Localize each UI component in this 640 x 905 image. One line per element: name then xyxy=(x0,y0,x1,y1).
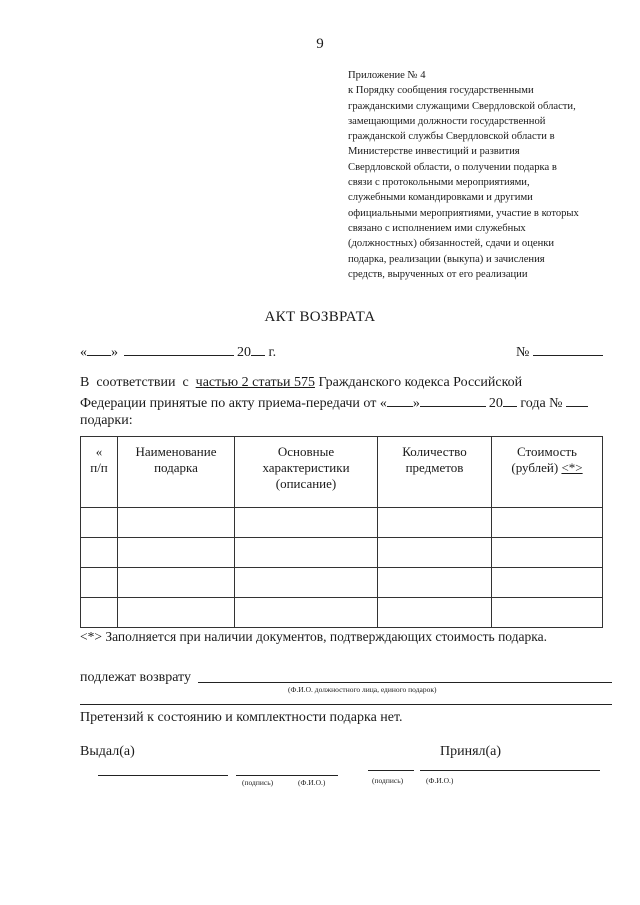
body-line-3: подарки: xyxy=(80,413,133,428)
appendix-line: служебными командировками и другими xyxy=(348,192,533,204)
table-cell[interactable] xyxy=(235,508,378,538)
table-cell[interactable] xyxy=(81,598,118,628)
appendix-line: средств, вырученных от его реализации xyxy=(348,268,528,280)
table-cell[interactable] xyxy=(235,568,378,598)
appendix-line: Министерстве инвестиций и развития xyxy=(348,146,520,158)
issued-name-caption: (Ф.И.О.) xyxy=(298,778,326,787)
header-characteristics: Основные характеристики (описание) xyxy=(235,437,378,508)
table-cell[interactable] xyxy=(378,538,492,568)
table-cell[interactable] xyxy=(81,538,118,568)
table-cell[interactable] xyxy=(118,538,235,568)
table-cell[interactable] xyxy=(118,508,235,538)
appendix-line: гражданскими служащими Свердловской области, xyxy=(348,100,576,112)
law-reference-link[interactable]: частью 2 статьи 575 xyxy=(195,375,315,390)
appendix-line: (должностных) обязанностей, сдачи и оценки xyxy=(348,238,555,250)
body-line-1: В соответствии с частью 2 статьи 575 Гражданского кодекса Российской xyxy=(80,375,523,390)
page-number: 9 xyxy=(316,36,324,52)
appendix-line: гражданской службы Свердловской области в xyxy=(348,131,555,143)
received-signature-caption: (подпись) xyxy=(372,776,404,785)
header-gift-name: Наименование подарка xyxy=(118,437,235,508)
appendix-line: официальными мероприятиями, участие в которых xyxy=(348,207,579,219)
return-label: подлежат возврату xyxy=(80,670,191,685)
appendix-line: к Порядку сообщения государственными xyxy=(348,85,534,97)
issued-signature-caption: (подпись) xyxy=(242,778,274,787)
appendix-line: связано с исполнением ими служебных xyxy=(348,222,526,234)
body-line-2: Федерации принятые по акту приема-передачи от « » 20 года № xyxy=(80,394,588,412)
issued-name-line[interactable] xyxy=(236,775,338,776)
appendix-line: замещающими должности государственной xyxy=(348,115,546,127)
year-blank xyxy=(251,343,265,356)
gifts-table xyxy=(80,436,603,628)
appendix-line: Приложение № 4 xyxy=(348,70,426,81)
issued-signature-line[interactable] xyxy=(98,775,228,776)
table-row xyxy=(81,538,603,568)
table-cell[interactable] xyxy=(378,508,492,538)
received-label: Принял(а) xyxy=(440,744,502,759)
return-caption: (Ф.И.О. должностного лица, единого подарок) xyxy=(288,685,437,694)
table-cell[interactable] xyxy=(492,508,603,538)
table-row xyxy=(81,598,603,628)
cost-footnote-link[interactable]: <*> xyxy=(561,460,583,475)
header-number: « п/п xyxy=(81,437,118,508)
received-name-caption: (Ф.И.О.) xyxy=(426,776,454,785)
appendix-line: подарка, реализации (выкупа) и зачисления xyxy=(348,253,545,265)
act-title: АКТ ВОЗВРАТА xyxy=(264,309,376,325)
header-quantity: Количество предметов xyxy=(378,437,492,508)
return-second-line[interactable] xyxy=(80,704,612,705)
act-number-blank xyxy=(533,343,603,356)
day-blank xyxy=(87,343,111,356)
claims-statement: Претензий к состоянию и комплектности подарка нет. xyxy=(80,710,403,725)
table-row xyxy=(81,568,603,598)
table-cell[interactable] xyxy=(118,568,235,598)
table-cell[interactable] xyxy=(492,568,603,598)
act-number-line: № xyxy=(516,343,603,361)
table-cell[interactable] xyxy=(81,508,118,538)
act-date-line: « » 20 г. xyxy=(80,345,277,360)
month-blank xyxy=(124,343,234,356)
table-cell[interactable] xyxy=(118,598,235,628)
received-name-line[interactable] xyxy=(420,770,600,771)
appendix-line: Свердловской области, о получении подарка в xyxy=(348,161,557,173)
table-cell[interactable] xyxy=(378,598,492,628)
table-cell[interactable] xyxy=(492,598,603,628)
return-person-line[interactable] xyxy=(198,682,612,683)
table-cell[interactable] xyxy=(492,538,603,568)
table-cell[interactable] xyxy=(235,538,378,568)
footnote: <*> Заполняется при наличии документов, подтверждающих стоимость подарка. xyxy=(80,629,547,644)
table-cell[interactable] xyxy=(378,568,492,598)
table-header-row xyxy=(81,437,603,508)
table-row xyxy=(81,508,603,538)
table-cell[interactable] xyxy=(81,568,118,598)
header-cost: Стоимость (рублей) <*> xyxy=(492,437,603,508)
appendix-reference xyxy=(348,68,610,282)
received-signature-line[interactable] xyxy=(368,770,414,771)
issued-label: Выдал(а) xyxy=(80,744,135,759)
appendix-line: связи с протокольными мероприятиями, xyxy=(348,177,530,189)
table-cell[interactable] xyxy=(235,598,378,628)
